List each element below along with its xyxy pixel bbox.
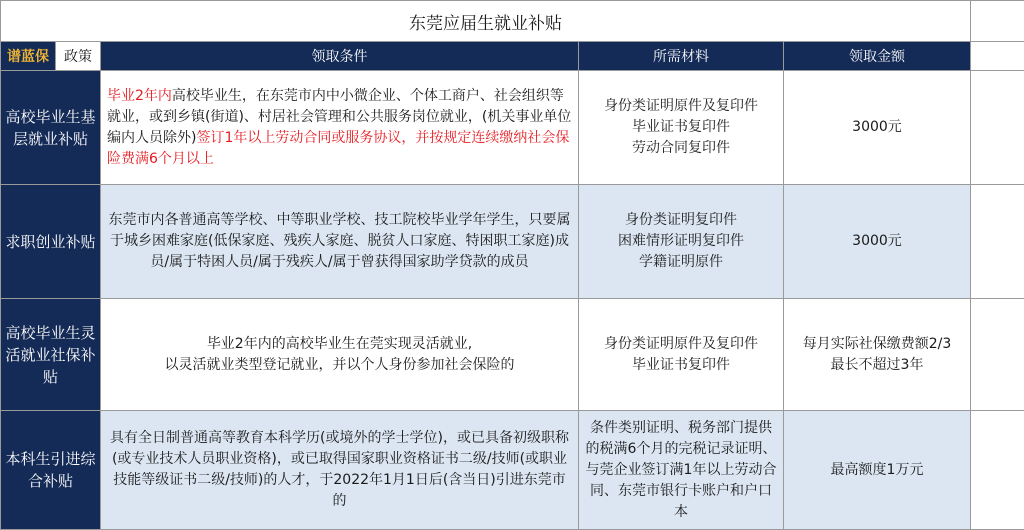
blank-edge-cell (971, 185, 1024, 299)
conditions-cell (101, 71, 579, 185)
policy-label: 政策 (55, 42, 100, 70)
material-item: 困难情形证明复印件 (585, 231, 777, 252)
conditions-cell (101, 185, 579, 299)
policy-name: 高校毕业生基层就业补贴 (1, 71, 101, 185)
material-item: 身份类证明原件及复印件 (585, 96, 777, 117)
table-row (1, 299, 1024, 411)
blank-edge-cell (971, 1, 1024, 42)
header-materials: 所需材料 (579, 42, 784, 71)
highlight-text: 毕业2年内 (107, 88, 172, 104)
materials-text: 条件类别证明、税务部门提供的税满6个月的完税记录证明、与莞企业签订满1年以上劳动合同、东莞市银行卡账户和户口本 (586, 420, 777, 520)
conditions-cell (101, 411, 579, 530)
materials-cell (579, 299, 784, 411)
material-item: 毕业证书复印件 (585, 355, 777, 376)
table-title: 东莞应届生就业补贴 (1, 1, 971, 42)
blank-edge-cell (971, 42, 1024, 71)
amount-value: 每月实际社保缴费额2/3 (790, 334, 964, 355)
brand-header-cell (1, 42, 101, 71)
amount-cell (784, 411, 971, 530)
materials-cell (579, 71, 784, 185)
materials-cell (579, 185, 784, 299)
conditions-text: 高校毕业生，在东莞市内中小微企业、个体工商户、社会组织等就业，或到乡镇(街道)、村居社会管理和公共服务岗位就业，(机关事业单位编内人员除外) (107, 88, 571, 146)
amount-value: 3000元 (790, 117, 964, 138)
conditions-text: 具有全日制普通高等教育本科学历(或境外的学士学位)，或已具备初级职称(或专业技术人员职业资格)，或已取得国家职业资格证书二级/技师(或职业技能等级证书二级/技师)的人才，于2022年1月1日后(含当日)引进东莞市的 (110, 430, 569, 509)
conditions-text: 东莞市内各普通高等学校、中等职业学校、技工院校毕业学年学生，只要属于城乡困难家庭(低保家庭、残疾人家庭、脱贫人口家庭、特困职工家庭)成员/属于特困人员/属于残疾人/属于曾获得国家助学贷款的成员 (109, 212, 571, 270)
brand-logo: 谱蓝保 (1, 42, 55, 70)
header-conditions: 领取条件 (101, 42, 579, 71)
blank-edge-cell (971, 299, 1024, 411)
amount-value: 最高额度1万元 (790, 460, 964, 481)
header-amount: 领取金额 (784, 42, 971, 71)
material-item: 学籍证明原件 (585, 252, 777, 273)
table-row (1, 185, 1024, 299)
amount-value: 最长不超过3年 (790, 355, 964, 376)
highlight-text: 签订1年以上劳动合同或服务协议，并按规定连续缴纳社会保险费满6个月以上 (107, 130, 569, 167)
materials-cell (579, 411, 784, 530)
conditions-line: 以灵活就业类型登记就业，并以个人身份参加社会保险的 (107, 355, 572, 376)
policy-name: 求职创业补贴 (1, 185, 101, 299)
blank-edge-cell (971, 71, 1024, 185)
amount-cell (784, 71, 971, 185)
policy-name: 高校毕业生灵活就业社保补贴 (1, 299, 101, 411)
material-item: 身份类证明复印件 (585, 210, 777, 231)
amount-cell (784, 185, 971, 299)
amount-cell (784, 299, 971, 411)
conditions-cell (101, 299, 579, 411)
material-item: 身份类证明原件及复印件 (585, 334, 777, 355)
amount-value: 3000元 (790, 231, 964, 252)
conditions-line: 毕业2年内的高校毕业生在莞实现灵活就业, (107, 334, 572, 355)
policy-name: 本科生引进综合补贴 (1, 411, 101, 530)
table-row (1, 411, 1024, 530)
blank-edge-cell (971, 411, 1024, 530)
material-item: 毕业证书复印件 (585, 117, 777, 138)
table-row (1, 71, 1024, 185)
material-item: 劳动合同复印件 (585, 138, 777, 159)
